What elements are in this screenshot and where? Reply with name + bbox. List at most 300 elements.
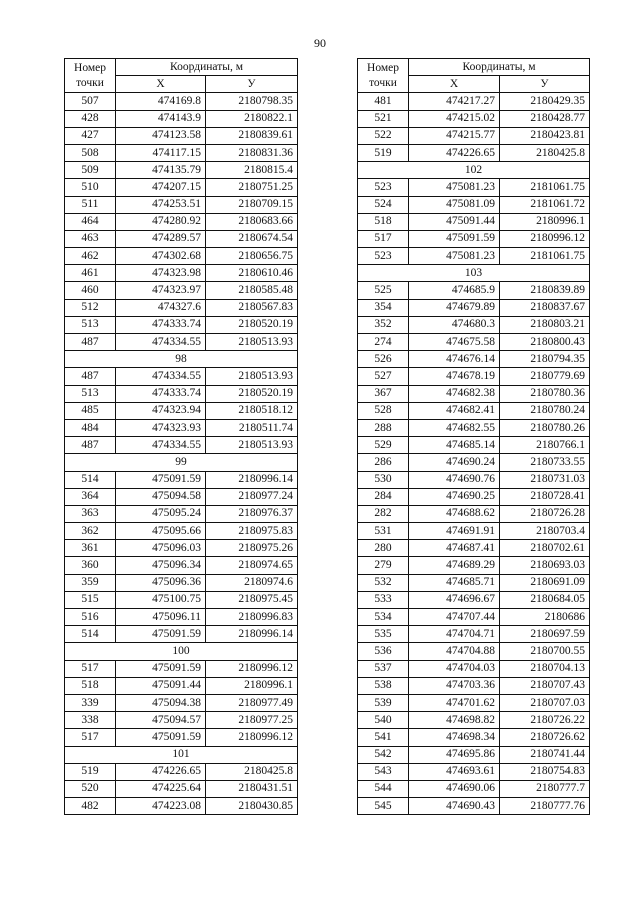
table-row	[65, 316, 298, 333]
x-coordinate-cell: 474703.36	[409, 677, 500, 694]
table-row	[358, 591, 590, 608]
table-row	[65, 196, 298, 213]
y-coordinate-cell: 2180520.19	[206, 316, 298, 333]
y-coordinate-cell: 2180779.69	[500, 368, 590, 385]
coordinates-header: Координаты, м	[116, 59, 298, 76]
point-number-cell: 507	[65, 93, 116, 110]
x-coordinate-cell: 474323.98	[116, 265, 206, 282]
x-coordinate-cell: 474169.8	[116, 93, 206, 110]
table-row	[65, 213, 298, 230]
x-coordinate-cell: 475091.44	[116, 677, 206, 694]
x-coordinate-cell: 474685.9	[409, 282, 500, 299]
x-coordinate-cell: 474704.03	[409, 660, 500, 677]
table-row	[358, 316, 590, 333]
y-coordinate-cell: 2180511.74	[206, 419, 298, 436]
table-row	[65, 798, 298, 815]
group-header-row	[65, 643, 298, 660]
point-number-cell: 512	[65, 299, 116, 316]
x-coordinate-cell: 474707.44	[409, 609, 500, 626]
table-row	[65, 574, 298, 591]
table-row	[65, 712, 298, 729]
table-row	[358, 712, 590, 729]
table-row	[65, 162, 298, 179]
group-number: 103	[358, 265, 590, 282]
y-coordinate-cell: 2180423.81	[500, 127, 590, 144]
group-header-row	[65, 351, 298, 368]
x-coordinate-cell: 475081.23	[409, 179, 500, 196]
point-number-cell: 511	[65, 196, 116, 213]
point-number-cell: 339	[65, 694, 116, 711]
y-coordinate-cell: 2180684.05	[500, 591, 590, 608]
point-number-cell: 533	[358, 591, 409, 608]
x-coordinate-cell: 474691.91	[409, 523, 500, 540]
table-row	[65, 419, 298, 436]
point-number-cell: 464	[65, 213, 116, 230]
group-number: 98	[65, 351, 298, 368]
table-row	[358, 694, 590, 711]
y-coordinate-cell: 2180996.14	[206, 471, 298, 488]
x-coordinate-cell: 475095.66	[116, 523, 206, 540]
y-coordinate-cell: 2180707.43	[500, 677, 590, 694]
table-row	[65, 299, 298, 316]
x-coordinate-cell: 474689.29	[409, 557, 500, 574]
group-header-row	[358, 162, 590, 179]
point-number-cell: 537	[358, 660, 409, 677]
table-row	[358, 351, 590, 368]
x-coordinate-cell: 475081.23	[409, 248, 500, 265]
y-coordinate-cell: 2180733.55	[500, 454, 590, 471]
page-number: 90	[314, 36, 326, 50]
y-coordinate-cell: 2180974.65	[206, 557, 298, 574]
table-row	[358, 230, 590, 247]
y-coordinate-cell: 2180703.4	[500, 523, 590, 540]
table-row	[65, 540, 298, 557]
y-coordinate-cell: 2180751.25	[206, 179, 298, 196]
point-number-cell: 544	[358, 780, 409, 797]
y-coordinate-cell: 2180430.85	[206, 798, 298, 815]
table-row	[358, 368, 590, 385]
table-row	[65, 110, 298, 127]
y-coordinate-cell: 2180520.19	[206, 385, 298, 402]
y-coordinate-cell: 2181061.72	[500, 196, 590, 213]
y-coordinate-cell: 2180707.03	[500, 694, 590, 711]
point-number-cell: 461	[65, 265, 116, 282]
table-row	[65, 780, 298, 797]
point-number-cell: 542	[358, 746, 409, 763]
x-coordinate-cell: 475091.59	[116, 471, 206, 488]
y-coordinate-cell: 2180996.14	[206, 626, 298, 643]
x-coordinate-cell: 474690.43	[409, 798, 500, 815]
y-coordinate-cell: 2180996.83	[206, 609, 298, 626]
point-number-cell: 487	[65, 368, 116, 385]
table-row	[358, 127, 590, 144]
table-row	[65, 694, 298, 711]
x-coordinate-cell: 474696.67	[409, 591, 500, 608]
x-coordinate-cell: 474690.76	[409, 471, 500, 488]
x-coordinate-cell: 474685.71	[409, 574, 500, 591]
y-header: У	[500, 76, 590, 93]
x-coordinate-cell: 474704.71	[409, 626, 500, 643]
x-coordinate-cell: 475094.58	[116, 488, 206, 505]
y-coordinate-cell: 2181061.75	[500, 248, 590, 265]
table-row	[358, 179, 590, 196]
y-coordinate-cell: 2180777.7	[500, 780, 590, 797]
y-coordinate-cell: 2180996.1	[206, 677, 298, 694]
x-coordinate-cell: 475094.57	[116, 712, 206, 729]
point-number-cell: 338	[65, 712, 116, 729]
x-coordinate-cell: 475091.44	[409, 213, 500, 230]
y-coordinate-cell: 2180798.35	[206, 93, 298, 110]
point-number-cell: 509	[65, 162, 116, 179]
y-coordinate-cell: 2180741.44	[500, 746, 590, 763]
table-row	[358, 299, 590, 316]
y-coordinate-cell: 2180726.28	[500, 505, 590, 522]
x-coordinate-cell: 474682.55	[409, 419, 500, 436]
table-body-left	[65, 93, 298, 815]
point-number-cell: 367	[358, 385, 409, 402]
table-row	[358, 540, 590, 557]
point-number-cell: 487	[65, 334, 116, 351]
y-coordinate-cell: 2180996.1	[500, 213, 590, 230]
y-coordinate-cell: 2181061.75	[500, 179, 590, 196]
point-number-header	[65, 59, 116, 93]
point-label-line2: точки	[369, 76, 397, 89]
x-coordinate-cell: 474302.68	[116, 248, 206, 265]
table-row	[65, 471, 298, 488]
point-number-cell: 522	[358, 127, 409, 144]
x-coordinate-cell: 474215.02	[409, 110, 500, 127]
y-coordinate-cell: 2180693.03	[500, 557, 590, 574]
y-coordinate-cell: 2180700.55	[500, 643, 590, 660]
table-row	[358, 488, 590, 505]
point-number-cell: 523	[358, 179, 409, 196]
point-number-cell: 543	[358, 763, 409, 780]
point-number-cell: 282	[358, 505, 409, 522]
y-coordinate-cell: 2180839.89	[500, 282, 590, 299]
point-number-cell: 514	[65, 626, 116, 643]
point-number-cell: 481	[358, 93, 409, 110]
x-coordinate-cell: 474698.82	[409, 712, 500, 729]
x-coordinate-cell: 474704.88	[409, 643, 500, 660]
point-number-cell: 280	[358, 540, 409, 557]
x-coordinate-cell: 474679.89	[409, 299, 500, 316]
y-coordinate-cell: 2180697.59	[500, 626, 590, 643]
x-coordinate-cell: 475094.38	[116, 694, 206, 711]
x-header: Х	[116, 76, 206, 93]
x-coordinate-cell: 474226.65	[409, 144, 500, 161]
y-coordinate-cell: 2180815.4	[206, 162, 298, 179]
y-coordinate-cell: 2180780.26	[500, 419, 590, 436]
x-coordinate-cell: 475100.75	[116, 591, 206, 608]
x-coordinate-cell: 474701.62	[409, 694, 500, 711]
point-number-cell: 535	[358, 626, 409, 643]
coordinates-table-right	[357, 58, 590, 815]
table-row	[65, 591, 298, 608]
table-row	[65, 488, 298, 505]
point-number-cell: 534	[358, 609, 409, 626]
y-coordinate-cell: 2180726.22	[500, 712, 590, 729]
x-coordinate-cell: 474687.41	[409, 540, 500, 557]
y-coordinate-cell: 2180674.54	[206, 230, 298, 247]
x-coordinate-cell: 474695.86	[409, 746, 500, 763]
table-row	[358, 437, 590, 454]
y-header: У	[206, 76, 298, 93]
point-number-cell: 460	[65, 282, 116, 299]
x-coordinate-cell: 475095.24	[116, 505, 206, 522]
point-number-cell: 288	[358, 419, 409, 436]
table-row	[358, 402, 590, 419]
x-coordinate-cell: 474135.79	[116, 162, 206, 179]
point-number-cell: 532	[358, 574, 409, 591]
x-coordinate-cell: 474690.25	[409, 488, 500, 505]
x-coordinate-cell: 474323.94	[116, 402, 206, 419]
point-number-cell: 528	[358, 402, 409, 419]
point-number-cell: 510	[65, 179, 116, 196]
table-row	[358, 282, 590, 299]
y-coordinate-cell: 2180975.83	[206, 523, 298, 540]
y-coordinate-cell: 2180610.46	[206, 265, 298, 282]
x-coordinate-cell: 475096.11	[116, 609, 206, 626]
point-number-cell: 513	[65, 385, 116, 402]
group-number: 99	[65, 454, 298, 471]
x-coordinate-cell: 474327.6	[116, 299, 206, 316]
point-number-cell: 521	[358, 110, 409, 127]
table-row	[65, 729, 298, 746]
point-number-cell: 508	[65, 144, 116, 161]
y-coordinate-cell: 2180977.24	[206, 488, 298, 505]
table-row	[358, 780, 590, 797]
table-row	[65, 523, 298, 540]
point-number-cell: 545	[358, 798, 409, 815]
group-number: 101	[65, 746, 298, 763]
point-number-cell: 279	[358, 557, 409, 574]
x-coordinate-cell: 474693.61	[409, 763, 500, 780]
x-coordinate-cell: 474334.55	[116, 437, 206, 454]
point-number-cell: 485	[65, 402, 116, 419]
table-row	[65, 437, 298, 454]
point-number-cell: 517	[65, 729, 116, 746]
x-coordinate-cell: 474226.65	[116, 763, 206, 780]
x-coordinate-cell: 474333.74	[116, 385, 206, 402]
point-number-cell: 274	[358, 334, 409, 351]
x-coordinate-cell: 474334.55	[116, 368, 206, 385]
y-coordinate-cell: 2180996.12	[500, 230, 590, 247]
coordinates-table-left	[64, 58, 298, 815]
y-coordinate-cell: 2180766.1	[500, 437, 590, 454]
point-number-cell: 354	[358, 299, 409, 316]
point-number-cell: 515	[65, 591, 116, 608]
point-number-cell: 540	[358, 712, 409, 729]
table-row	[358, 609, 590, 626]
table-row	[65, 660, 298, 677]
y-coordinate-cell: 2180754.83	[500, 763, 590, 780]
table-row	[358, 505, 590, 522]
point-number-cell: 462	[65, 248, 116, 265]
x-coordinate-cell: 474217.27	[409, 93, 500, 110]
point-number-cell: 523	[358, 248, 409, 265]
table-row	[358, 746, 590, 763]
point-number-cell: 363	[65, 505, 116, 522]
table-row	[65, 93, 298, 110]
point-number-cell: 284	[358, 488, 409, 505]
table-row	[358, 660, 590, 677]
table-row	[65, 557, 298, 574]
point-number-cell: 362	[65, 523, 116, 540]
y-coordinate-cell: 2180975.26	[206, 540, 298, 557]
x-coordinate-cell: 474680.3	[409, 316, 500, 333]
x-coordinate-cell: 474223.08	[116, 798, 206, 815]
point-number-cell: 517	[358, 230, 409, 247]
y-coordinate-cell: 2180974.6	[206, 574, 298, 591]
x-coordinate-cell: 475091.59	[116, 660, 206, 677]
table-row	[358, 729, 590, 746]
table-row	[358, 574, 590, 591]
table-row	[358, 626, 590, 643]
point-number-cell: 519	[358, 144, 409, 161]
table-row	[65, 127, 298, 144]
y-coordinate-cell: 2180839.61	[206, 127, 298, 144]
x-coordinate-cell: 474682.41	[409, 402, 500, 419]
group-number: 100	[65, 643, 298, 660]
point-number-cell: 529	[358, 437, 409, 454]
x-coordinate-cell: 474225.64	[116, 780, 206, 797]
table-row	[358, 557, 590, 574]
point-number-cell: 360	[65, 557, 116, 574]
x-coordinate-cell: 474143.9	[116, 110, 206, 127]
table-row	[358, 334, 590, 351]
x-header: Х	[409, 76, 500, 93]
point-number-cell: 519	[65, 763, 116, 780]
coordinates-header: Координаты, м	[409, 59, 590, 76]
y-coordinate-cell: 2180704.13	[500, 660, 590, 677]
x-coordinate-cell: 474123.58	[116, 127, 206, 144]
table-row	[358, 454, 590, 471]
table-row	[358, 385, 590, 402]
x-coordinate-cell: 474207.15	[116, 179, 206, 196]
y-coordinate-cell: 2180975.45	[206, 591, 298, 608]
table-row	[358, 213, 590, 230]
y-coordinate-cell: 2180780.24	[500, 402, 590, 419]
x-coordinate-cell: 474682.38	[409, 385, 500, 402]
table-row	[65, 282, 298, 299]
point-number-cell: 352	[358, 316, 409, 333]
table-row	[65, 368, 298, 385]
y-coordinate-cell: 2180977.25	[206, 712, 298, 729]
y-coordinate-cell: 2180518.12	[206, 402, 298, 419]
table-row	[65, 609, 298, 626]
x-coordinate-cell: 474215.77	[409, 127, 500, 144]
table-row	[65, 248, 298, 265]
point-number-cell: 514	[65, 471, 116, 488]
point-number-cell: 513	[65, 316, 116, 333]
y-coordinate-cell: 2180513.93	[206, 334, 298, 351]
point-number-cell: 427	[65, 127, 116, 144]
point-number-cell: 482	[65, 798, 116, 815]
x-coordinate-cell: 475096.03	[116, 540, 206, 557]
y-coordinate-cell: 2180800.43	[500, 334, 590, 351]
y-coordinate-cell: 2180429.35	[500, 93, 590, 110]
point-number-cell: 541	[358, 729, 409, 746]
point-number-cell: 525	[358, 282, 409, 299]
x-coordinate-cell: 475096.34	[116, 557, 206, 574]
point-number-cell: 487	[65, 437, 116, 454]
y-coordinate-cell: 2180726.62	[500, 729, 590, 746]
y-coordinate-cell: 2180731.03	[500, 471, 590, 488]
y-coordinate-cell: 2180976.37	[206, 505, 298, 522]
x-coordinate-cell: 475091.59	[116, 626, 206, 643]
table-row	[358, 677, 590, 694]
point-number-cell: 539	[358, 694, 409, 711]
table-row	[65, 334, 298, 351]
x-coordinate-cell: 474280.92	[116, 213, 206, 230]
x-coordinate-cell: 474289.57	[116, 230, 206, 247]
table-body-right	[358, 93, 590, 815]
y-coordinate-cell: 2180686	[500, 609, 590, 626]
point-number-cell: 526	[358, 351, 409, 368]
y-coordinate-cell: 2180425.8	[206, 763, 298, 780]
y-coordinate-cell: 2180977.49	[206, 694, 298, 711]
point-label-line1: Номер	[367, 61, 399, 74]
table-row	[358, 110, 590, 127]
table-row	[358, 471, 590, 488]
point-number-cell: 538	[358, 677, 409, 694]
x-coordinate-cell: 474323.93	[116, 419, 206, 436]
x-coordinate-cell: 474698.34	[409, 729, 500, 746]
group-header-row	[65, 454, 298, 471]
x-coordinate-cell: 474334.55	[116, 334, 206, 351]
point-number-cell: 536	[358, 643, 409, 660]
point-number-cell: 428	[65, 110, 116, 127]
table-row	[65, 144, 298, 161]
x-coordinate-cell: 474676.14	[409, 351, 500, 368]
x-coordinate-cell: 474678.19	[409, 368, 500, 385]
table-row	[358, 643, 590, 660]
point-number-cell: 516	[65, 609, 116, 626]
table-row	[65, 626, 298, 643]
table-row	[65, 265, 298, 282]
y-coordinate-cell: 2180513.93	[206, 437, 298, 454]
table-row	[358, 763, 590, 780]
y-coordinate-cell: 2180709.15	[206, 196, 298, 213]
table-row	[358, 144, 590, 161]
point-number-cell: 364	[65, 488, 116, 505]
y-coordinate-cell: 2180996.12	[206, 660, 298, 677]
point-number-cell: 463	[65, 230, 116, 247]
y-coordinate-cell: 2180431.51	[206, 780, 298, 797]
table-row	[65, 763, 298, 780]
point-number-cell: 286	[358, 454, 409, 471]
y-coordinate-cell: 2180428.77	[500, 110, 590, 127]
point-number-cell: 524	[358, 196, 409, 213]
point-number-header	[358, 59, 409, 93]
point-label-line2: точки	[76, 76, 104, 89]
point-number-cell: 530	[358, 471, 409, 488]
table-row	[358, 523, 590, 540]
y-coordinate-cell: 2180656.75	[206, 248, 298, 265]
x-coordinate-cell: 474690.06	[409, 780, 500, 797]
group-header-row	[358, 265, 590, 282]
table-row	[358, 196, 590, 213]
y-coordinate-cell: 2180794.35	[500, 351, 590, 368]
table-row	[65, 385, 298, 402]
table-row	[358, 248, 590, 265]
y-coordinate-cell: 2180585.48	[206, 282, 298, 299]
x-coordinate-cell: 474675.58	[409, 334, 500, 351]
x-coordinate-cell: 474690.24	[409, 454, 500, 471]
y-coordinate-cell: 2180777.76	[500, 798, 590, 815]
x-coordinate-cell: 474323.97	[116, 282, 206, 299]
x-coordinate-cell: 475091.59	[116, 729, 206, 746]
